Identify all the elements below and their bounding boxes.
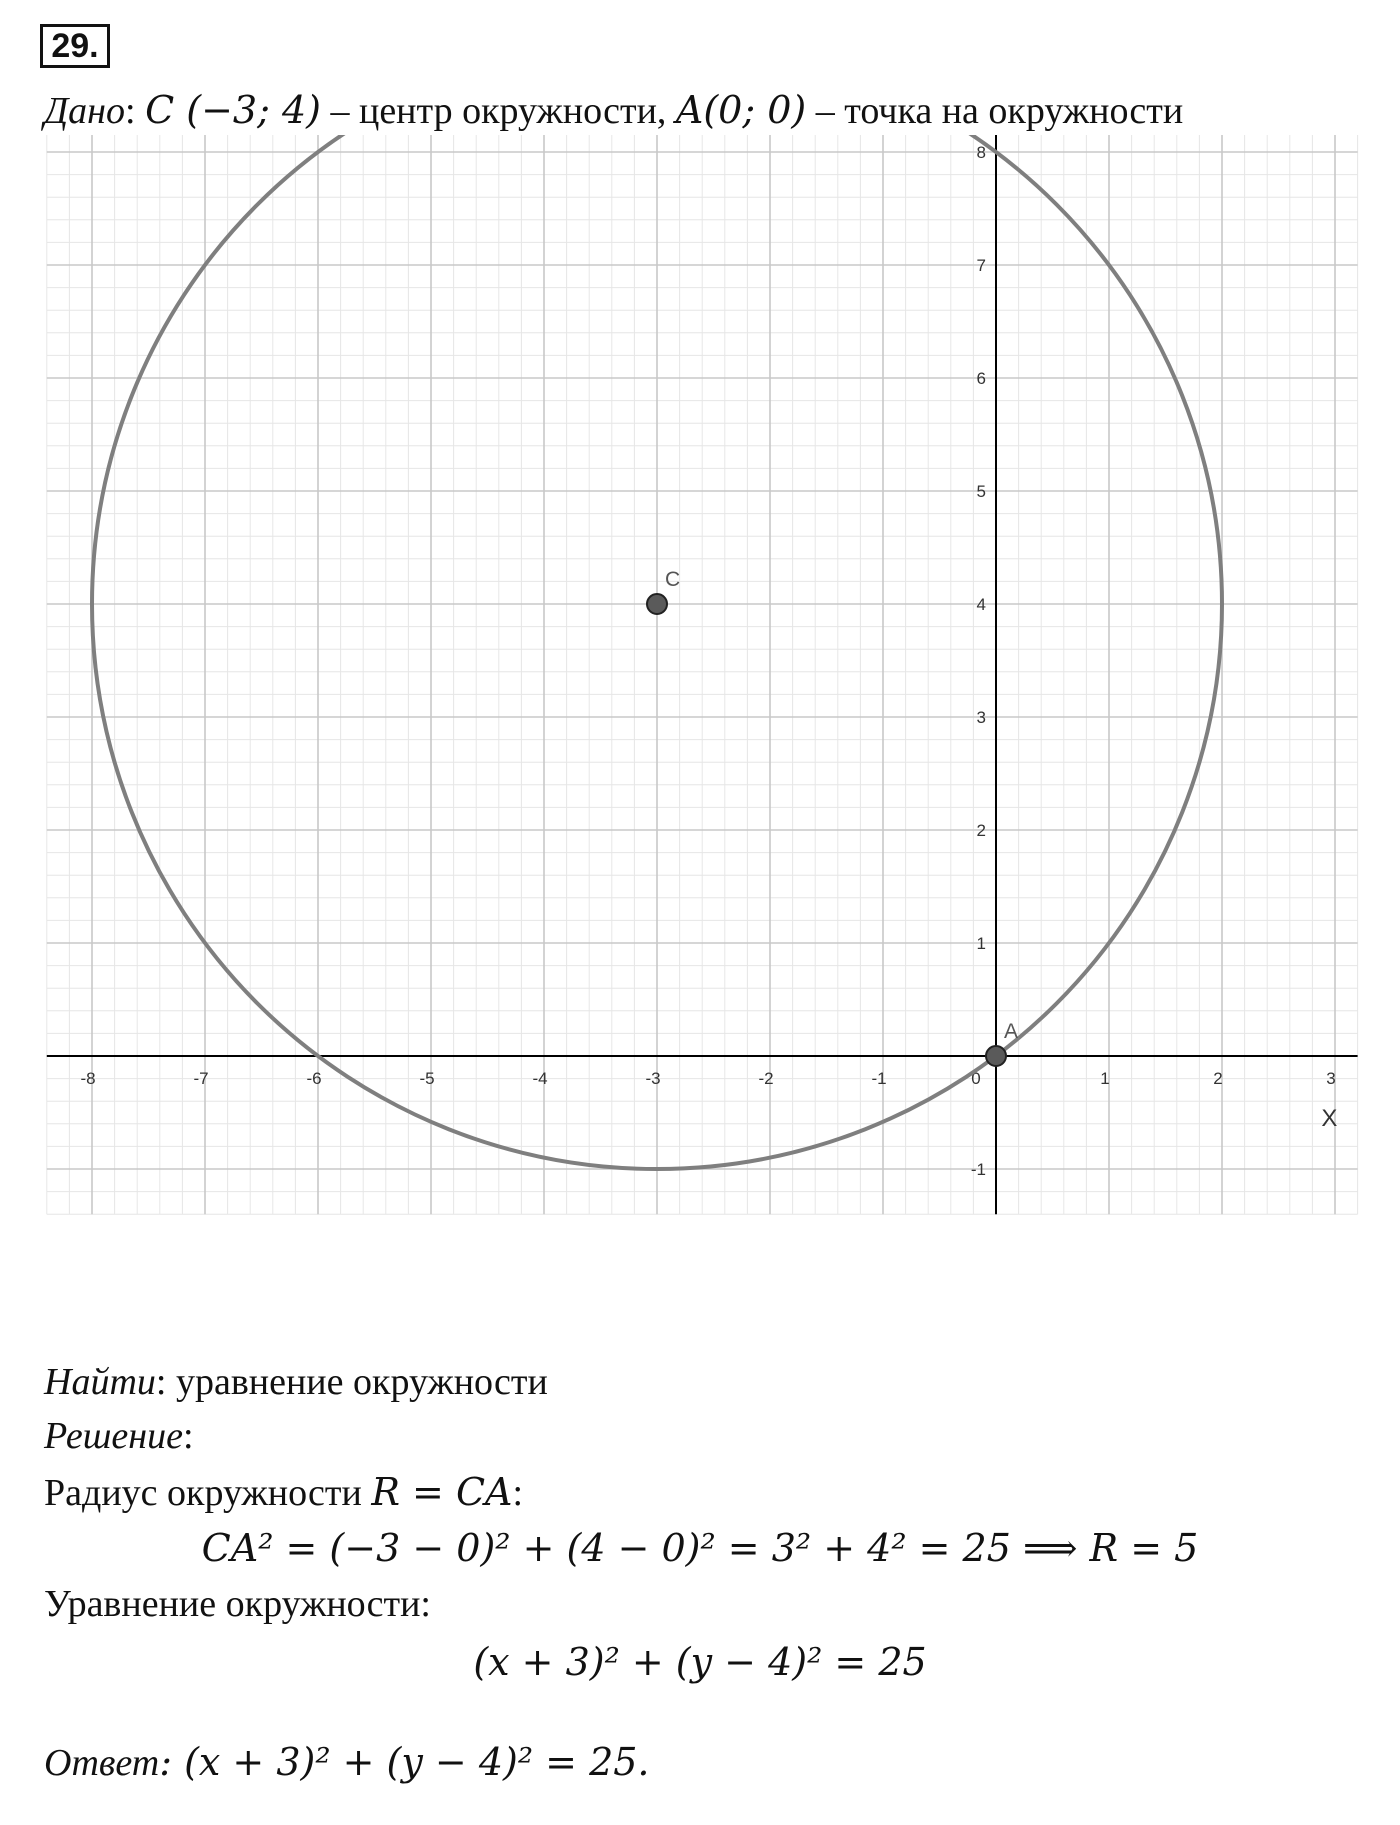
given-point-desc: – точка на окружности — [806, 90, 1184, 132]
find-label: Найти — [44, 1361, 156, 1403]
circle-equation: (x + 3)² + (y − 4)² = 25 — [473, 1640, 927, 1684]
given-colon: : — [125, 90, 136, 132]
answer-text: : (x + 3)² + (y − 4)² = 25. — [159, 1740, 650, 1784]
y-tick-label: 2 — [976, 821, 986, 840]
problem-number: 29. — [40, 24, 110, 68]
given-point: A(0; 0) — [675, 88, 807, 132]
y-tick-label: 4 — [976, 595, 986, 614]
radius-equation: R = CA — [371, 1470, 513, 1514]
answer-line — [44, 1740, 650, 1785]
x-tick-label: 3 — [1326, 1069, 1336, 1088]
given-center: C (−3; 4) — [145, 88, 321, 132]
radius-intro: Радиус окружности — [44, 1472, 372, 1514]
x-axis-label: X — [1321, 1105, 1338, 1133]
solution-label: Решение — [44, 1415, 183, 1457]
point-c-marker — [647, 594, 667, 614]
y-tick-label: 8 — [976, 143, 986, 162]
given-center-desc: – центр окружности, — [320, 90, 676, 132]
solution-colon: : — [182, 1415, 194, 1457]
find-line — [44, 1360, 548, 1404]
answer-label: Ответ — [44, 1742, 160, 1784]
x-tick-label: 0 — [971, 1069, 981, 1088]
minor-grid — [47, 135, 1358, 1214]
point-a-label: A — [1004, 1020, 1019, 1043]
find-text: : уравнение окружности — [155, 1361, 548, 1403]
y-tick-label: -1 — [970, 1160, 986, 1179]
radius-colon: : — [512, 1472, 524, 1514]
radius-calculation: CA² = (−3 − 0)² + (4 − 0)² = 3² + 4² = 25 ⟹ R = 5 — [201, 1526, 1199, 1570]
tick-labels — [80, 135, 1337, 1179]
y-tick-label: 7 — [976, 256, 986, 275]
x-tick-label: -2 — [758, 1069, 774, 1088]
x-tick-label: -5 — [419, 1069, 435, 1088]
x-tick-label: -1 — [871, 1069, 887, 1088]
equation-intro: Уравнение окружности: — [44, 1583, 431, 1625]
y-tick-label: 6 — [976, 369, 986, 388]
given-label: Дано — [44, 90, 126, 132]
x-tick-label: -6 — [306, 1069, 322, 1088]
x-tick-label: -7 — [193, 1069, 209, 1088]
y-tick-label: 5 — [976, 482, 986, 501]
point-a-marker — [986, 1046, 1006, 1066]
x-tick-label: 2 — [1213, 1069, 1223, 1088]
x-tick-label: 1 — [1100, 1069, 1110, 1088]
radius-line — [44, 1470, 523, 1515]
coordinate-graph — [0, 135, 1400, 1355]
point-c-label: C — [665, 568, 681, 591]
y-tick-label: 1 — [976, 934, 986, 953]
y-tick-label: 3 — [976, 708, 986, 727]
solution-heading — [44, 1414, 194, 1458]
x-tick-label: -4 — [532, 1069, 548, 1088]
given-line — [44, 88, 1183, 133]
x-tick-label: -8 — [80, 1069, 96, 1088]
x-tick-label: -3 — [645, 1069, 661, 1088]
